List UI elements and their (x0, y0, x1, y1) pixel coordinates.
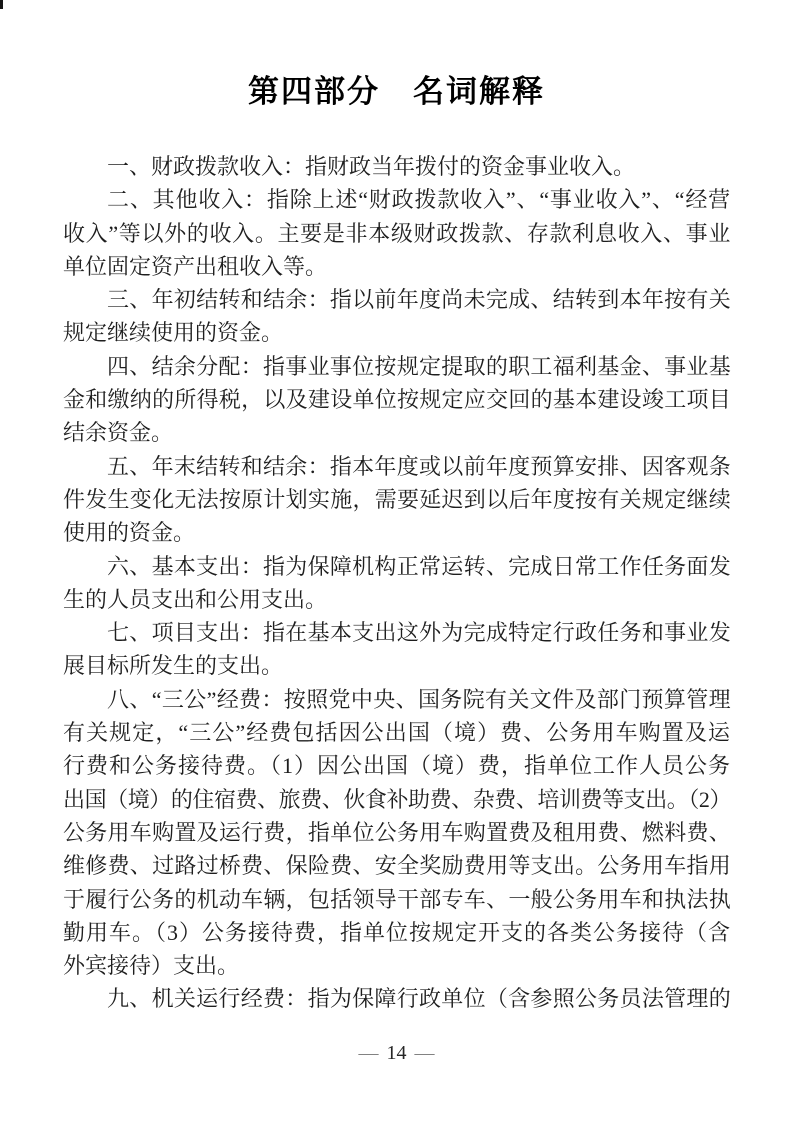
paragraph-line: 三、年初结转和结余：指以前年度尚未完成、结转到本年按有关 (107, 287, 732, 313)
paragraph-line: 结余资金。 (63, 420, 174, 446)
paragraph-line: 二、其他收入：指除上述“财政拨款收入”、“事业收入”、“经营 (107, 187, 731, 213)
scan-artifact-mark (0, 0, 3, 9)
paragraph-line: 勤用车。（3）公务接待费，指单位按规定开支的各类公务接待（含 (63, 919, 731, 945)
definitions-list (63, 150, 731, 1016)
paragraph-line: 一、财政拨款收入：指财政当年拨付的资金事业收入。 (107, 154, 636, 179)
paragraph-line: 使用的资金。 (63, 520, 196, 546)
paragraph-line: 有关规定，“三公”经费包括因公出国（境）费、公务用车购置及运 (63, 720, 731, 746)
footer-dash-left: — (358, 1042, 379, 1064)
paragraph-line: 四、结余分配：指事业事位按规定提取的职工福利基金、事业基 (107, 353, 732, 379)
paragraph-line: 八、“三公”经费：按照党中央、国务院有关文件及部门预算管理 (107, 686, 732, 712)
paragraph-line: 单位固定资产出租收入等。 (63, 253, 328, 279)
paragraph-line: 行费和公务接待费。（1）因公出国（境）费，指单位工作人员公务 (63, 753, 731, 779)
paragraph-line: 公务用车购置及运行费，指单位公务用车购置费及租用费、燃料费、 (63, 819, 731, 845)
paragraph-line: 规定继续使用的资金。 (63, 320, 284, 346)
paragraph-line: 七、项目支出：指在基本支出这外为完成特定行政任务和事业发 (107, 620, 732, 646)
paragraph-line: 出国（境）的住宿费、旅费、伙食补助费、杂费、培训费等支出。（2） (63, 786, 732, 812)
footer-dash-right: — (414, 1042, 435, 1064)
page-number: 14 (386, 1042, 407, 1064)
page-footer (0, 1041, 793, 1065)
paragraph-line: 九、机关运行经费：指为保障行政单位（含参照公务员法管理的 (107, 986, 732, 1012)
paragraph-line: 维修费、过路过桥费、保险费、安全奖励费用等支出。公务用车指用 (63, 853, 731, 879)
paragraph-line: 外宾接待）支出。 (63, 953, 240, 979)
paragraph-line: 收入”等以外的收入。主要是非本级财政拨款、存款利息收入、事业 (63, 220, 731, 246)
paragraph-line: 生的人员支出和公用支出。 (63, 586, 328, 612)
paragraph-line: 五、年末结转和结余：指本年度或以前年度预算安排、因客观条 (107, 453, 732, 479)
paragraph-line: 金和缴纳的所得税，以及建设单位按规定应交回的基本建设竣工项目 (63, 387, 731, 413)
paragraph-line: 展目标所发生的支出。 (63, 653, 284, 679)
paragraph-line: 件发生变化无法按原计划实施，需要延迟到以后年度按有关规定继续 (63, 486, 731, 512)
paragraph-line: 六、基本支出：指为保障机构正常运转、完成日常工作任务面发 (107, 553, 732, 579)
paragraph-line: 于履行公务的机动车辆，包括领导干部专车、一般公务用车和执法执 (63, 886, 731, 912)
page-title: 第四部分 名词解释 (248, 74, 545, 109)
